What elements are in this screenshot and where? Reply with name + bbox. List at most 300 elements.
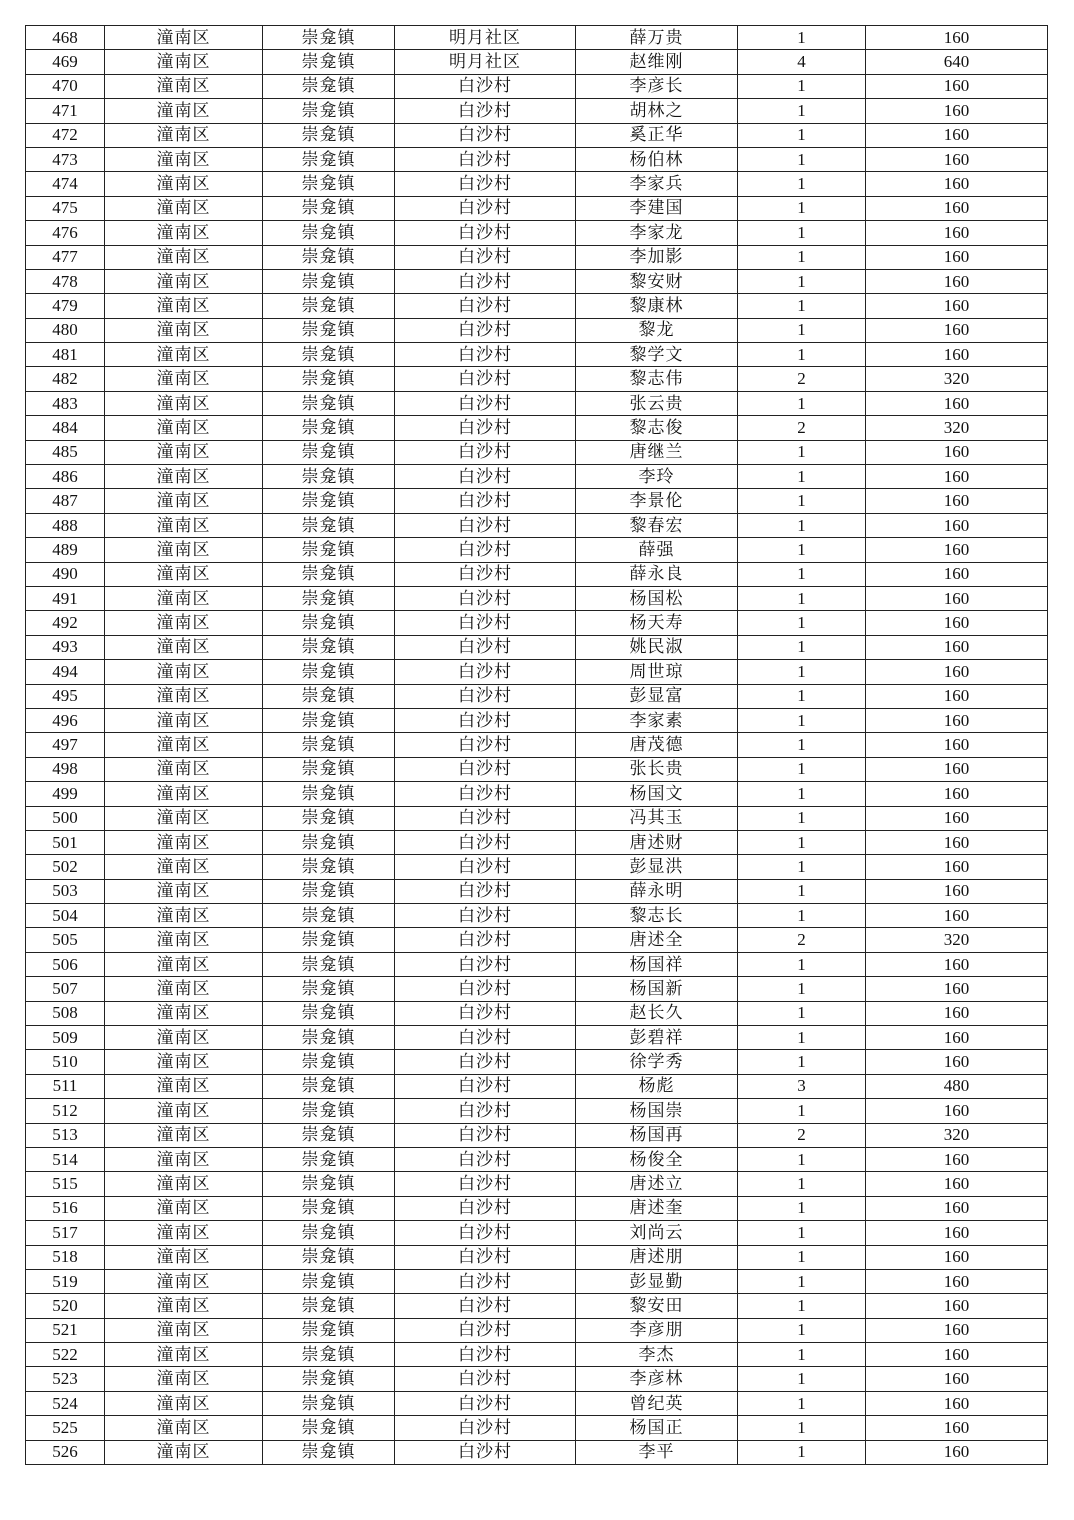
town-cell: 崇龛镇: [263, 294, 395, 318]
person-name-cell: 杨国文: [576, 782, 738, 806]
table-row: [26, 1001, 1048, 1025]
village-cell: 白沙村: [395, 367, 576, 391]
town-cell: 崇龛镇: [263, 1026, 395, 1050]
district-cell: 潼南区: [105, 1318, 263, 1342]
village-cell: 白沙村: [395, 1416, 576, 1440]
count-cell: 1: [738, 684, 866, 708]
person-name-cell: 唐述财: [576, 830, 738, 854]
amount-cell: 160: [866, 855, 1048, 879]
count-cell: 1: [738, 952, 866, 976]
town-cell: 崇龛镇: [263, 1343, 395, 1367]
amount-cell: 160: [866, 586, 1048, 610]
village-cell: 白沙村: [395, 1147, 576, 1171]
amount-cell: 320: [866, 928, 1048, 952]
amount-cell: 160: [866, 708, 1048, 732]
row-number-cell: 510: [26, 1050, 105, 1074]
district-cell: 潼南区: [105, 952, 263, 976]
person-name-cell: 薛强: [576, 538, 738, 562]
table-row: [26, 1123, 1048, 1147]
district-cell: 潼南区: [105, 757, 263, 781]
amount-cell: 160: [866, 562, 1048, 586]
district-cell: 潼南区: [105, 1196, 263, 1220]
village-cell: 白沙村: [395, 1245, 576, 1269]
town-cell: 崇龛镇: [263, 416, 395, 440]
row-number-cell: 506: [26, 952, 105, 976]
table-row: [26, 318, 1048, 342]
count-cell: 1: [738, 1318, 866, 1342]
count-cell: 1: [738, 1172, 866, 1196]
village-cell: 明月社区: [395, 50, 576, 74]
row-number-cell: 485: [26, 440, 105, 464]
person-name-cell: 彭显富: [576, 684, 738, 708]
town-cell: 崇龛镇: [263, 1367, 395, 1391]
roster-body: [26, 26, 1048, 1465]
table-row: [26, 489, 1048, 513]
district-cell: 潼南区: [105, 1074, 263, 1098]
person-name-cell: 赵维刚: [576, 50, 738, 74]
district-cell: 潼南区: [105, 74, 263, 98]
count-cell: 1: [738, 147, 866, 171]
person-name-cell: 姚民淑: [576, 635, 738, 659]
count-cell: 1: [738, 977, 866, 1001]
village-cell: 白沙村: [395, 928, 576, 952]
table-row: [26, 1269, 1048, 1293]
town-cell: 崇龛镇: [263, 123, 395, 147]
amount-cell: 160: [866, 1294, 1048, 1318]
amount-cell: 320: [866, 367, 1048, 391]
row-number-cell: 519: [26, 1269, 105, 1293]
town-cell: 崇龛镇: [263, 879, 395, 903]
person-name-cell: 杨国崇: [576, 1099, 738, 1123]
village-cell: 白沙村: [395, 221, 576, 245]
table-row: [26, 343, 1048, 367]
row-number-cell: 491: [26, 586, 105, 610]
district-cell: 潼南区: [105, 1123, 263, 1147]
row-number-cell: 517: [26, 1221, 105, 1245]
table-row: [26, 1196, 1048, 1220]
table-row: [26, 1318, 1048, 1342]
town-cell: 崇龛镇: [263, 757, 395, 781]
village-cell: 白沙村: [395, 1294, 576, 1318]
district-cell: 潼南区: [105, 611, 263, 635]
district-cell: 潼南区: [105, 1367, 263, 1391]
row-number-cell: 493: [26, 635, 105, 659]
person-name-cell: 薛永明: [576, 879, 738, 903]
amount-cell: 160: [866, 269, 1048, 293]
town-cell: 崇龛镇: [263, 1245, 395, 1269]
amount-cell: 160: [866, 952, 1048, 976]
amount-cell: 160: [866, 513, 1048, 537]
table-row: [26, 294, 1048, 318]
town-cell: 崇龛镇: [263, 147, 395, 171]
count-cell: 1: [738, 660, 866, 684]
row-number-cell: 521: [26, 1318, 105, 1342]
person-name-cell: 薛万贵: [576, 26, 738, 50]
town-cell: 崇龛镇: [263, 367, 395, 391]
amount-cell: 480: [866, 1074, 1048, 1098]
village-cell: 白沙村: [395, 391, 576, 415]
person-name-cell: 杨俊全: [576, 1147, 738, 1171]
district-cell: 潼南区: [105, 26, 263, 50]
count-cell: 1: [738, 172, 866, 196]
amount-cell: 160: [866, 1367, 1048, 1391]
row-number-cell: 503: [26, 879, 105, 903]
district-cell: 潼南区: [105, 1172, 263, 1196]
amount-cell: 160: [866, 391, 1048, 415]
row-number-cell: 513: [26, 1123, 105, 1147]
village-cell: 白沙村: [395, 1099, 576, 1123]
amount-cell: 160: [866, 538, 1048, 562]
district-cell: 潼南区: [105, 465, 263, 489]
count-cell: 1: [738, 1269, 866, 1293]
person-name-cell: 李加影: [576, 245, 738, 269]
table-row: [26, 1440, 1048, 1464]
amount-cell: 160: [866, 1196, 1048, 1220]
town-cell: 崇龛镇: [263, 513, 395, 537]
table-row: [26, 50, 1048, 74]
district-cell: 潼南区: [105, 1391, 263, 1415]
person-name-cell: 赵长久: [576, 1001, 738, 1025]
row-number-cell: 489: [26, 538, 105, 562]
town-cell: 崇龛镇: [263, 830, 395, 854]
town-cell: 崇龛镇: [263, 660, 395, 684]
district-cell: 潼南区: [105, 904, 263, 928]
table-row: [26, 123, 1048, 147]
row-number-cell: 492: [26, 611, 105, 635]
village-cell: 白沙村: [395, 465, 576, 489]
district-cell: 潼南区: [105, 99, 263, 123]
count-cell: 1: [738, 99, 866, 123]
amount-cell: 160: [866, 904, 1048, 928]
district-cell: 潼南区: [105, 1269, 263, 1293]
village-cell: 白沙村: [395, 635, 576, 659]
village-cell: 白沙村: [395, 1391, 576, 1415]
district-cell: 潼南区: [105, 294, 263, 318]
town-cell: 崇龛镇: [263, 635, 395, 659]
table-row: [26, 830, 1048, 854]
person-name-cell: 李家龙: [576, 221, 738, 245]
town-cell: 崇龛镇: [263, 928, 395, 952]
amount-cell: 320: [866, 1123, 1048, 1147]
village-cell: 白沙村: [395, 123, 576, 147]
table-row: [26, 928, 1048, 952]
district-cell: 潼南区: [105, 977, 263, 1001]
amount-cell: 160: [866, 1221, 1048, 1245]
district-cell: 潼南区: [105, 269, 263, 293]
district-cell: 潼南区: [105, 1294, 263, 1318]
row-number-cell: 495: [26, 684, 105, 708]
table-row: [26, 1099, 1048, 1123]
table-row: [26, 855, 1048, 879]
district-cell: 潼南区: [105, 343, 263, 367]
village-cell: 白沙村: [395, 879, 576, 903]
person-name-cell: 胡林之: [576, 99, 738, 123]
town-cell: 崇龛镇: [263, 806, 395, 830]
table-row: [26, 1026, 1048, 1050]
subsidy-roster-table: [25, 25, 1048, 1465]
count-cell: 3: [738, 1074, 866, 1098]
amount-cell: 160: [866, 611, 1048, 635]
town-cell: 崇龛镇: [263, 1391, 395, 1415]
person-name-cell: 唐述朋: [576, 1245, 738, 1269]
town-cell: 崇龛镇: [263, 269, 395, 293]
count-cell: 1: [738, 1343, 866, 1367]
row-number-cell: 475: [26, 196, 105, 220]
district-cell: 潼南区: [105, 1343, 263, 1367]
person-name-cell: 唐述立: [576, 1172, 738, 1196]
row-number-cell: 494: [26, 660, 105, 684]
count-cell: 1: [738, 879, 866, 903]
village-cell: 白沙村: [395, 1318, 576, 1342]
table-row: [26, 172, 1048, 196]
district-cell: 潼南区: [105, 660, 263, 684]
district-cell: 潼南区: [105, 221, 263, 245]
village-cell: 白沙村: [395, 684, 576, 708]
town-cell: 崇龛镇: [263, 245, 395, 269]
village-cell: 白沙村: [395, 1269, 576, 1293]
town-cell: 崇龛镇: [263, 172, 395, 196]
village-cell: 白沙村: [395, 1440, 576, 1464]
person-name-cell: 彭碧祥: [576, 1026, 738, 1050]
count-cell: 1: [738, 757, 866, 781]
table-row: [26, 147, 1048, 171]
table-row: [26, 586, 1048, 610]
table-row: [26, 1343, 1048, 1367]
amount-cell: 160: [866, 733, 1048, 757]
district-cell: 潼南区: [105, 1001, 263, 1025]
village-cell: 白沙村: [395, 1026, 576, 1050]
district-cell: 潼南区: [105, 123, 263, 147]
district-cell: 潼南区: [105, 489, 263, 513]
count-cell: 1: [738, 440, 866, 464]
row-number-cell: 476: [26, 221, 105, 245]
count-cell: 1: [738, 782, 866, 806]
district-cell: 潼南区: [105, 806, 263, 830]
row-number-cell: 474: [26, 172, 105, 196]
count-cell: 1: [738, 245, 866, 269]
row-number-cell: 470: [26, 74, 105, 98]
person-name-cell: 李玲: [576, 465, 738, 489]
row-number-cell: 512: [26, 1099, 105, 1123]
table-row: [26, 660, 1048, 684]
village-cell: 白沙村: [395, 855, 576, 879]
row-number-cell: 501: [26, 830, 105, 854]
table-row: [26, 245, 1048, 269]
town-cell: 崇龛镇: [263, 1294, 395, 1318]
person-name-cell: 彭显勤: [576, 1269, 738, 1293]
amount-cell: 160: [866, 465, 1048, 489]
row-number-cell: 479: [26, 294, 105, 318]
town-cell: 崇龛镇: [263, 489, 395, 513]
count-cell: 1: [738, 123, 866, 147]
person-name-cell: 周世琼: [576, 660, 738, 684]
row-number-cell: 526: [26, 1440, 105, 1464]
row-number-cell: 505: [26, 928, 105, 952]
table-row: [26, 1416, 1048, 1440]
table-row: [26, 1391, 1048, 1415]
district-cell: 潼南区: [105, 1050, 263, 1074]
village-cell: 白沙村: [395, 147, 576, 171]
village-cell: 白沙村: [395, 440, 576, 464]
village-cell: 白沙村: [395, 1196, 576, 1220]
village-cell: 明月社区: [395, 26, 576, 50]
district-cell: 潼南区: [105, 708, 263, 732]
table-row: [26, 538, 1048, 562]
town-cell: 崇龛镇: [263, 99, 395, 123]
town-cell: 崇龛镇: [263, 1050, 395, 1074]
person-name-cell: 唐述全: [576, 928, 738, 952]
town-cell: 崇龛镇: [263, 904, 395, 928]
person-name-cell: 李家兵: [576, 172, 738, 196]
table-row: [26, 465, 1048, 489]
table-row: [26, 733, 1048, 757]
person-name-cell: 杨国松: [576, 586, 738, 610]
count-cell: 1: [738, 318, 866, 342]
person-name-cell: 李景伦: [576, 489, 738, 513]
town-cell: 崇龛镇: [263, 1001, 395, 1025]
district-cell: 潼南区: [105, 830, 263, 854]
table-row: [26, 221, 1048, 245]
row-number-cell: 480: [26, 318, 105, 342]
district-cell: 潼南区: [105, 391, 263, 415]
count-cell: 1: [738, 1391, 866, 1415]
amount-cell: 160: [866, 830, 1048, 854]
district-cell: 潼南区: [105, 147, 263, 171]
amount-cell: 160: [866, 1099, 1048, 1123]
district-cell: 潼南区: [105, 733, 263, 757]
person-name-cell: 唐继兰: [576, 440, 738, 464]
row-number-cell: 468: [26, 26, 105, 50]
amount-cell: 160: [866, 221, 1048, 245]
person-name-cell: 彭显洪: [576, 855, 738, 879]
district-cell: 潼南区: [105, 50, 263, 74]
count-cell: 1: [738, 611, 866, 635]
amount-cell: 160: [866, 245, 1048, 269]
town-cell: 崇龛镇: [263, 611, 395, 635]
amount-cell: 160: [866, 172, 1048, 196]
count-cell: 2: [738, 928, 866, 952]
table-row: [26, 391, 1048, 415]
village-cell: 白沙村: [395, 196, 576, 220]
town-cell: 崇龛镇: [263, 440, 395, 464]
count-cell: 1: [738, 1440, 866, 1464]
town-cell: 崇龛镇: [263, 782, 395, 806]
person-name-cell: 黎康林: [576, 294, 738, 318]
village-cell: 白沙村: [395, 416, 576, 440]
town-cell: 崇龛镇: [263, 391, 395, 415]
row-number-cell: 482: [26, 367, 105, 391]
person-name-cell: 杨彪: [576, 1074, 738, 1098]
count-cell: 1: [738, 855, 866, 879]
village-cell: 白沙村: [395, 830, 576, 854]
count-cell: 1: [738, 391, 866, 415]
amount-cell: 160: [866, 782, 1048, 806]
person-name-cell: 曾纪英: [576, 1391, 738, 1415]
person-name-cell: 奚正华: [576, 123, 738, 147]
town-cell: 崇龛镇: [263, 538, 395, 562]
person-name-cell: 张长贵: [576, 757, 738, 781]
amount-cell: 160: [866, 196, 1048, 220]
person-name-cell: 李杰: [576, 1343, 738, 1367]
table-row: [26, 1294, 1048, 1318]
village-cell: 白沙村: [395, 1123, 576, 1147]
amount-cell: 160: [866, 294, 1048, 318]
row-number-cell: 496: [26, 708, 105, 732]
count-cell: 1: [738, 343, 866, 367]
town-cell: 崇龛镇: [263, 684, 395, 708]
row-number-cell: 523: [26, 1367, 105, 1391]
row-number-cell: 516: [26, 1196, 105, 1220]
row-number-cell: 486: [26, 465, 105, 489]
amount-cell: 160: [866, 74, 1048, 98]
village-cell: 白沙村: [395, 269, 576, 293]
district-cell: 潼南区: [105, 440, 263, 464]
count-cell: 1: [738, 708, 866, 732]
row-number-cell: 502: [26, 855, 105, 879]
row-number-cell: 488: [26, 513, 105, 537]
amount-cell: 160: [866, 757, 1048, 781]
table-row: [26, 440, 1048, 464]
table-row: [26, 635, 1048, 659]
person-name-cell: 唐茂德: [576, 733, 738, 757]
count-cell: 4: [738, 50, 866, 74]
table-row: [26, 757, 1048, 781]
count-cell: 1: [738, 830, 866, 854]
row-number-cell: 498: [26, 757, 105, 781]
count-cell: 1: [738, 269, 866, 293]
amount-cell: 160: [866, 660, 1048, 684]
district-cell: 潼南区: [105, 1416, 263, 1440]
amount-cell: 160: [866, 440, 1048, 464]
amount-cell: 160: [866, 1050, 1048, 1074]
count-cell: 1: [738, 1026, 866, 1050]
town-cell: 崇龛镇: [263, 1196, 395, 1220]
district-cell: 潼南区: [105, 196, 263, 220]
person-name-cell: 张云贵: [576, 391, 738, 415]
count-cell: 1: [738, 586, 866, 610]
town-cell: 崇龛镇: [263, 952, 395, 976]
amount-cell: 160: [866, 806, 1048, 830]
village-cell: 白沙村: [395, 1221, 576, 1245]
town-cell: 崇龛镇: [263, 1221, 395, 1245]
town-cell: 崇龛镇: [263, 1440, 395, 1464]
row-number-cell: 525: [26, 1416, 105, 1440]
table-row: [26, 977, 1048, 1001]
person-name-cell: 杨国新: [576, 977, 738, 1001]
village-cell: 白沙村: [395, 1343, 576, 1367]
count-cell: 1: [738, 1221, 866, 1245]
count-cell: 1: [738, 26, 866, 50]
town-cell: 崇龛镇: [263, 855, 395, 879]
row-number-cell: 483: [26, 391, 105, 415]
district-cell: 潼南区: [105, 684, 263, 708]
amount-cell: 160: [866, 684, 1048, 708]
row-number-cell: 500: [26, 806, 105, 830]
person-name-cell: 黎志长: [576, 904, 738, 928]
person-name-cell: 唐述奎: [576, 1196, 738, 1220]
row-number-cell: 478: [26, 269, 105, 293]
district-cell: 潼南区: [105, 1099, 263, 1123]
count-cell: 2: [738, 416, 866, 440]
amount-cell: 160: [866, 1026, 1048, 1050]
amount-cell: 160: [866, 1172, 1048, 1196]
row-number-cell: 469: [26, 50, 105, 74]
row-number-cell: 504: [26, 904, 105, 928]
table-row: [26, 1221, 1048, 1245]
person-name-cell: 黎志伟: [576, 367, 738, 391]
amount-cell: 160: [866, 1001, 1048, 1025]
table-row: [26, 26, 1048, 50]
